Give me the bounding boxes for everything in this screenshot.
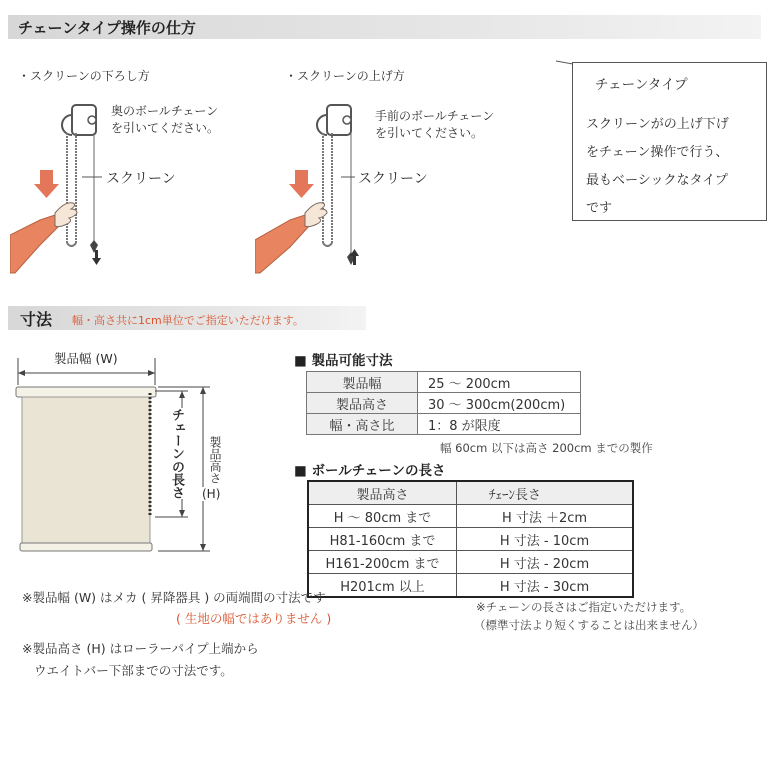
chain-notes xyxy=(476,598,704,634)
infobox-line4: です xyxy=(586,201,613,216)
raise-callout xyxy=(375,108,494,142)
table-row xyxy=(308,528,633,551)
dimension-diagram xyxy=(10,345,225,560)
chain-col-length: ﾁｪｰﾝ長さ xyxy=(457,481,634,505)
raise-callout-line1: 手前のボールチェーン xyxy=(375,109,495,123)
infobox-line3: 最もベーシックなタイプ xyxy=(586,173,728,188)
raise-operation-illustration xyxy=(255,95,365,280)
table-row xyxy=(308,551,633,574)
hand-arm-icon xyxy=(255,203,327,273)
width-note: ※製品幅 (W) はメカ ( 昇降器具 ) の両端間の寸法です xyxy=(22,590,326,605)
ball-chain-icon xyxy=(67,133,76,246)
chain-note1: ※チェーンの長さはご指定いただけます。 xyxy=(476,600,692,614)
small-down-arrow-icon xyxy=(92,250,101,265)
raise-screen-label: スクリーン xyxy=(358,171,428,187)
table-row xyxy=(307,372,581,393)
height-note-line2: ウエイトバー下部までの寸法です。 xyxy=(34,663,233,678)
chain-cell-height: H201cm 以上 xyxy=(308,574,457,598)
spec-heading: ■ 製品可能寸法 xyxy=(294,353,393,369)
spec-cell-value: 25 〜 200cm xyxy=(418,372,581,393)
chain-note2: （標準寸法より短くすることは出来ません） xyxy=(474,618,704,632)
roller-pipe xyxy=(16,387,156,397)
table-header-row xyxy=(308,481,633,505)
height-note-line1: ※製品高さ (H) はローラーパイプ上端から xyxy=(22,641,259,656)
lower-callout-line1: 奥のボールチェーン xyxy=(111,104,219,118)
lower-operation-illustration xyxy=(10,95,120,280)
table-row xyxy=(308,505,633,528)
large-down-arrow-icon xyxy=(289,170,314,198)
roller-bracket-icon xyxy=(62,105,96,135)
chain-heading-text: ボールチェーンの長さ xyxy=(311,463,446,479)
spec-cell-label: 製品幅 xyxy=(307,372,418,393)
roller-bracket-icon xyxy=(317,105,351,135)
hand-arm-icon xyxy=(10,203,77,273)
chain-cell-length: H 寸法 - 10cm xyxy=(457,528,634,551)
spec-cell-label: 幅・高さ比 xyxy=(307,414,418,435)
chain-cell-height: H 〜 80cm まで xyxy=(308,505,457,528)
lower-heading: ・スクリーンの下ろし方 xyxy=(18,69,150,83)
large-down-arrow-icon xyxy=(34,170,59,198)
chain-heading: ■ ボールチェーンの長さ xyxy=(294,463,446,479)
table-row xyxy=(307,414,581,435)
lower-screen-label: スクリーン xyxy=(106,171,176,187)
weight-bar xyxy=(20,543,152,551)
chain-table xyxy=(307,480,634,598)
chain-cell-length: H 寸法 - 20cm xyxy=(457,551,634,574)
chain-cell-height: H81-160cm まで xyxy=(308,528,457,551)
chain-length-label: チェーンの長さ xyxy=(169,408,184,499)
chain-cell-height: H161-200cm まで xyxy=(308,551,457,574)
height-note xyxy=(22,638,259,682)
lower-callout-line2: を引いてください。 xyxy=(111,121,220,135)
dimensions-subtitle: 幅・高さ共に1cm単位でご指定いただけます。 xyxy=(72,314,304,327)
chain-type-infobox xyxy=(572,62,767,221)
height-symbol: (H) xyxy=(202,487,221,501)
table-row xyxy=(308,574,633,598)
raise-callout-line2: を引いてください。 xyxy=(375,126,484,140)
raise-heading: ・スクリーンの上げ方 xyxy=(285,69,405,83)
spec-note: 幅 60cm 以下は高さ 200cm までの製作 xyxy=(440,441,653,455)
height-label: 製品高さ xyxy=(208,436,222,484)
chain-cell-length: H 寸法 ＋2cm xyxy=(457,505,634,528)
spec-cell-label: 製品高さ xyxy=(307,393,418,414)
infobox-line2: をチェーン操作で行う、 xyxy=(586,145,729,160)
infobox-title: チェーンタイプ xyxy=(595,77,688,93)
ball-chain-icon xyxy=(323,133,332,246)
spec-table xyxy=(306,371,581,435)
spec-cell-value: 30 〜 300cm(200cm) xyxy=(418,393,581,414)
section-title-operation: チェーンタイプ操作の仕方 xyxy=(18,19,196,37)
chain-col-height: 製品高さ xyxy=(308,481,457,505)
dimensions-title: 寸法 xyxy=(20,310,53,329)
chain-cell-length: H 寸法 - 30cm xyxy=(457,574,634,598)
screen-fabric xyxy=(22,397,150,545)
width-note-red: ( 生地の幅ではありません ) xyxy=(176,611,332,626)
table-row xyxy=(307,393,581,414)
infobox-body xyxy=(586,111,729,223)
lower-callout xyxy=(111,103,219,137)
infobox-line1: スクリーンがの上げ下げ xyxy=(586,117,729,132)
spec-cell-value: 1：8 が限度 xyxy=(418,414,581,435)
spec-heading-text: 製品可能寸法 xyxy=(311,353,393,369)
width-label: 製品幅 (W) xyxy=(54,351,118,366)
